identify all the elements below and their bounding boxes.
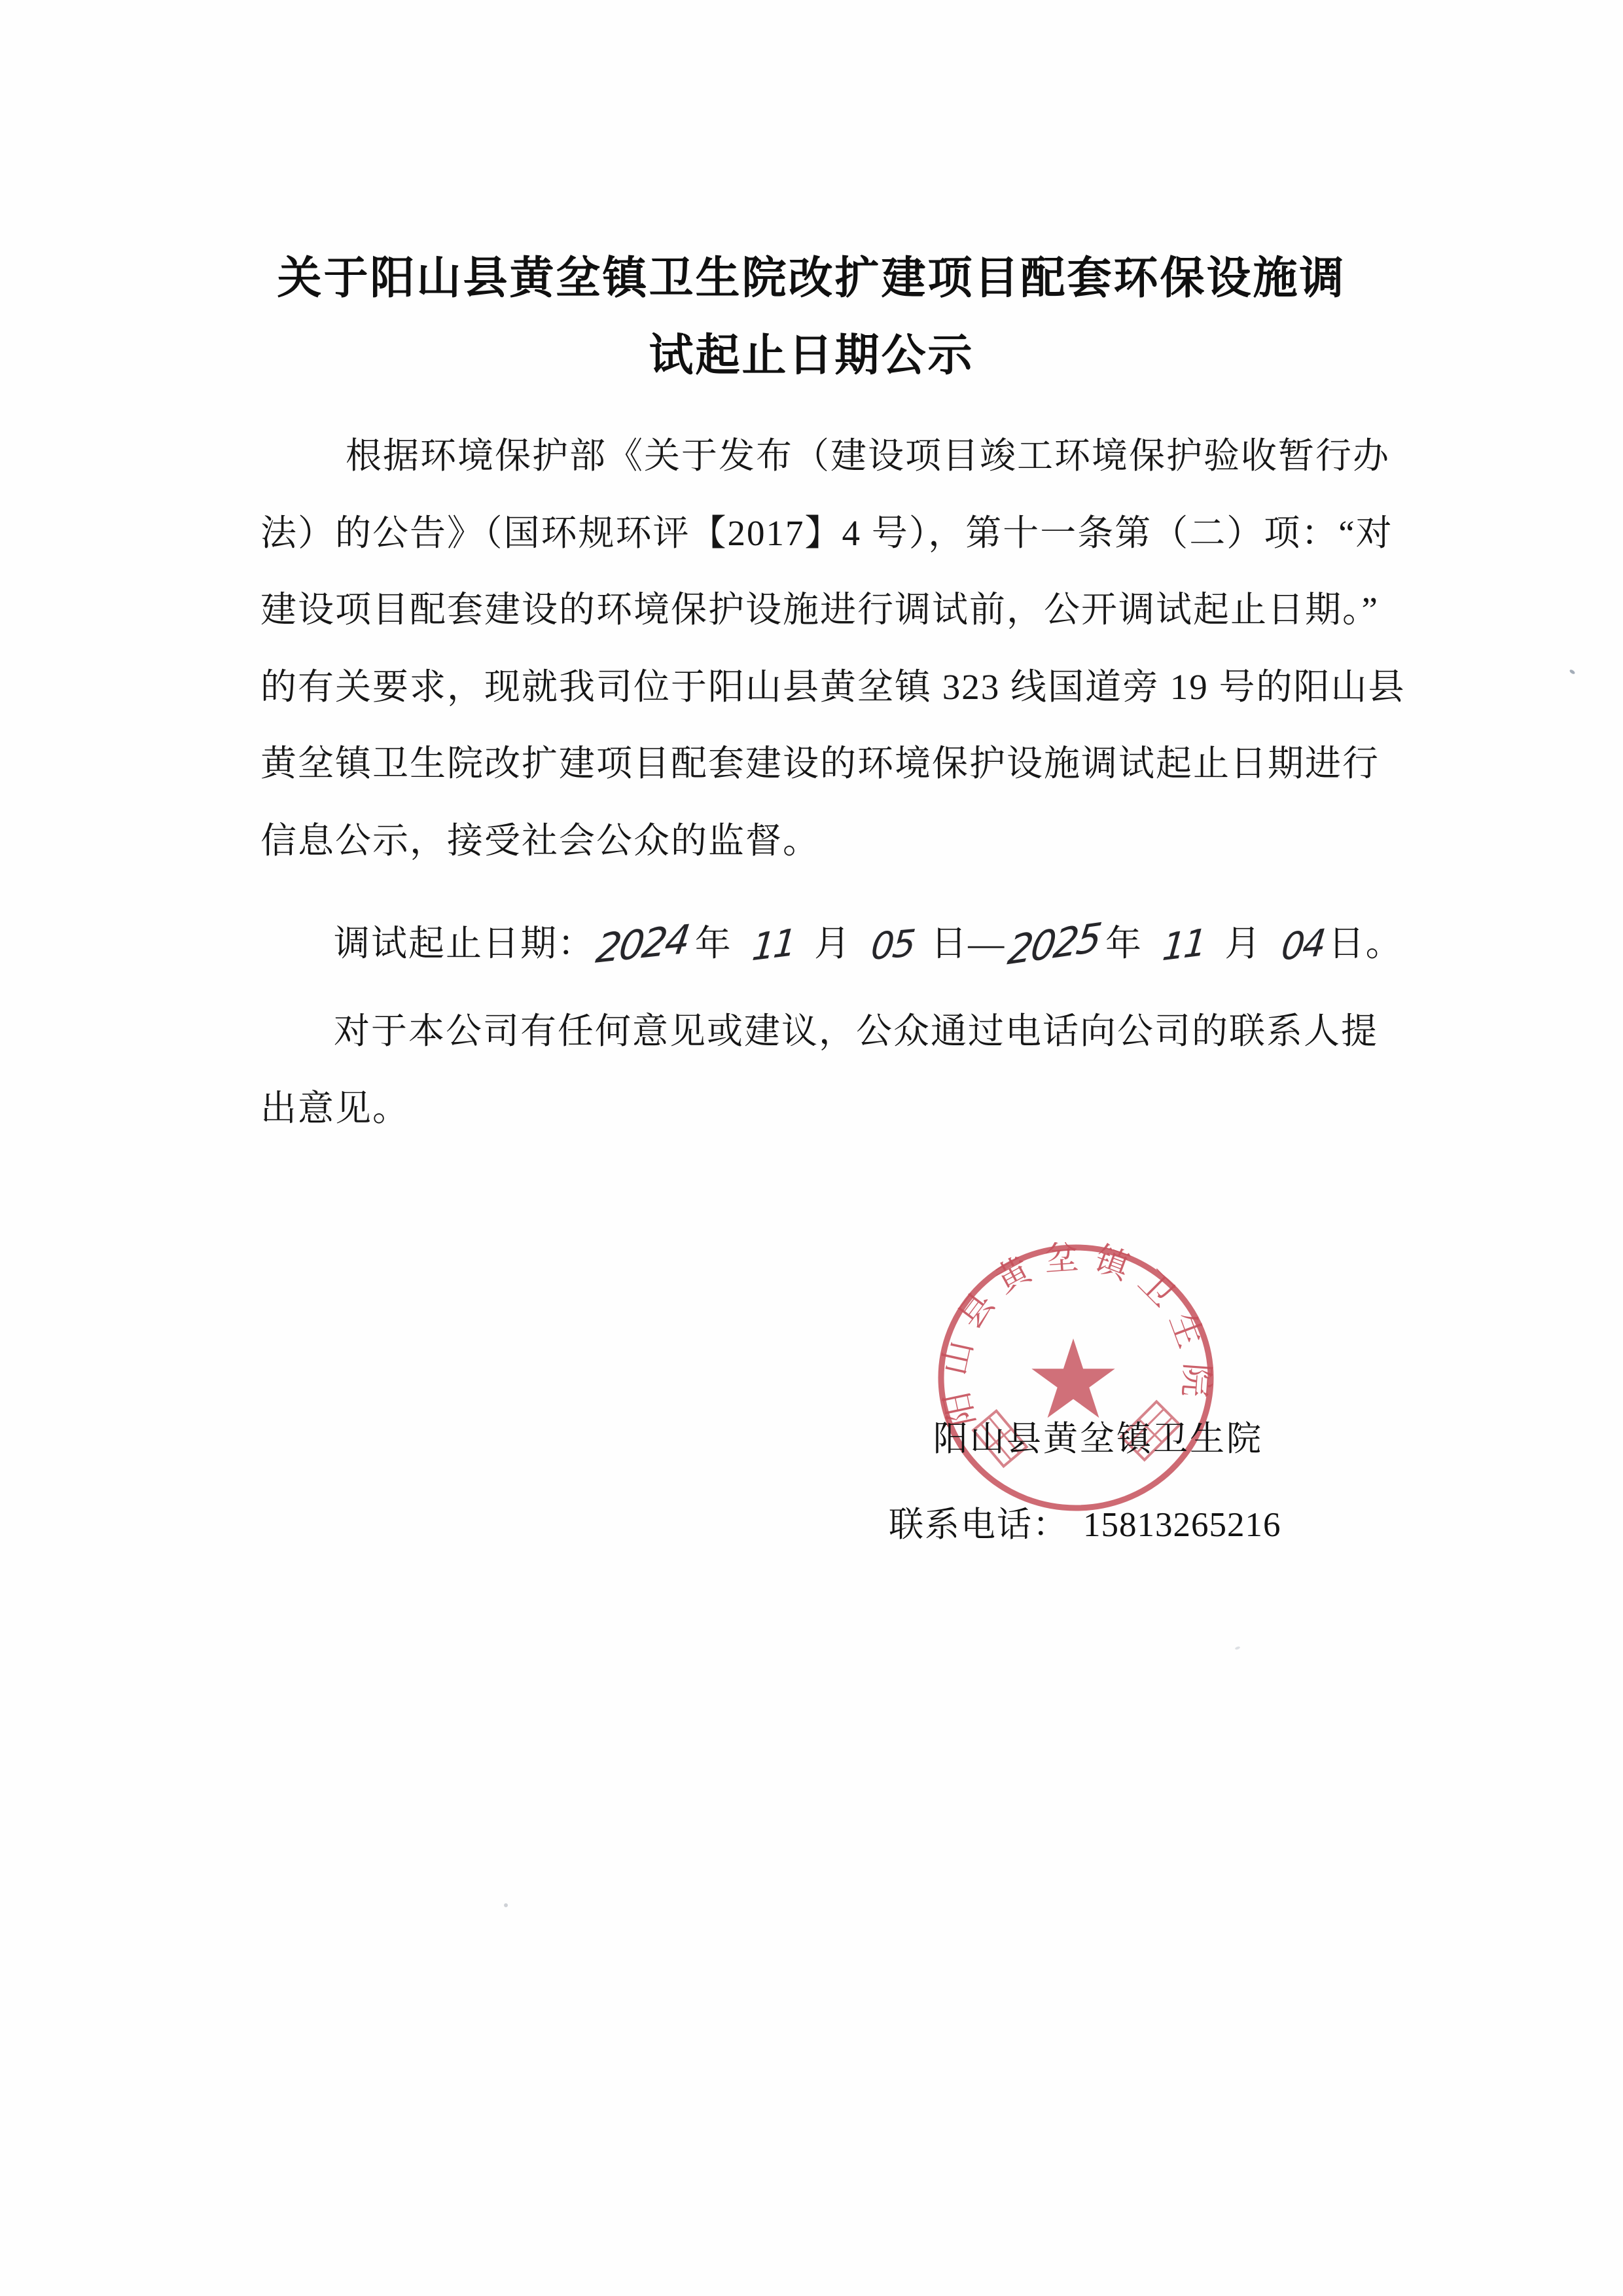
year-label-2: 年 <box>1105 924 1143 963</box>
commissioning-date-line <box>260 905 1512 982</box>
body-line: 建设项目配套建设的环境保护设施进行调试前，公开调试起止日期。” <box>260 590 1379 630</box>
handwritten-start-month: 11 <box>750 921 796 970</box>
scan-speck <box>1235 1646 1241 1650</box>
title-line: 关于阳山县黄坌镇卫生院改扩建项目配套环保设施调 <box>277 253 1346 303</box>
body-line: 信息公示，接受社会公众的监督。 <box>260 820 821 861</box>
body-line: 黄坌镇卫生院改扩建项目配套建设的环境保护设施调试起止日期进行 <box>260 744 1380 783</box>
body-line: 对于本公司有任何意见或建议，公众通过电话向公司的联系人提 <box>334 1011 1379 1051</box>
document-title <box>0 240 1623 394</box>
handwritten-start-year: 2024 <box>593 916 692 973</box>
signature-organization: 阳山县黄坌镇卫生院 <box>933 1420 1263 1458</box>
day-period-label: 日。 <box>1328 924 1403 963</box>
body-line: 的有关要求，现就我司位于阳山县黄坌镇 323 线国道旁 19 号的阳山县 <box>260 666 1406 707</box>
scan-speck <box>504 1903 508 1907</box>
seal-stamp-graphic <box>935 1242 1217 1517</box>
year-label-1: 年 <box>694 924 732 963</box>
title-line: 试起止日期公示 <box>649 331 974 380</box>
contact-phone-number: 15813265216 <box>1083 1506 1281 1544</box>
body-line: 法）的公告》（国环规环评【2017】4 号），第十一条第（二）项：“对 <box>260 512 1393 553</box>
handwritten-end-year: 2025 <box>1005 914 1103 975</box>
seal-stamp <box>935 1242 1217 1517</box>
handwritten-start-day: 05 <box>869 922 916 969</box>
paragraph-legal-basis <box>260 418 1406 879</box>
seal-ring-text: 阳山县黄坌镇卫生院 <box>936 1242 1216 1429</box>
body-line: 根据环境保护部《关于发布（建设项目竣工环境保护验收暂行办 <box>346 436 1391 476</box>
month-label-1: 月 <box>814 924 852 963</box>
handwritten-end-month: 11 <box>1160 921 1207 970</box>
contact-line <box>889 1507 1281 1543</box>
paragraph-feedback <box>260 993 1379 1147</box>
body-line: 出意见。 <box>260 1088 410 1128</box>
scan-speck <box>1569 669 1575 675</box>
month-label-2: 月 <box>1224 924 1262 963</box>
seal-star-icon <box>1031 1338 1115 1418</box>
handwritten-end-day: 04 <box>1279 922 1327 969</box>
date-prefix: 调试起止日期： <box>334 924 596 963</box>
day-dash-label: 日— <box>931 924 1006 963</box>
contact-label: 联系电话： <box>889 1506 1069 1544</box>
